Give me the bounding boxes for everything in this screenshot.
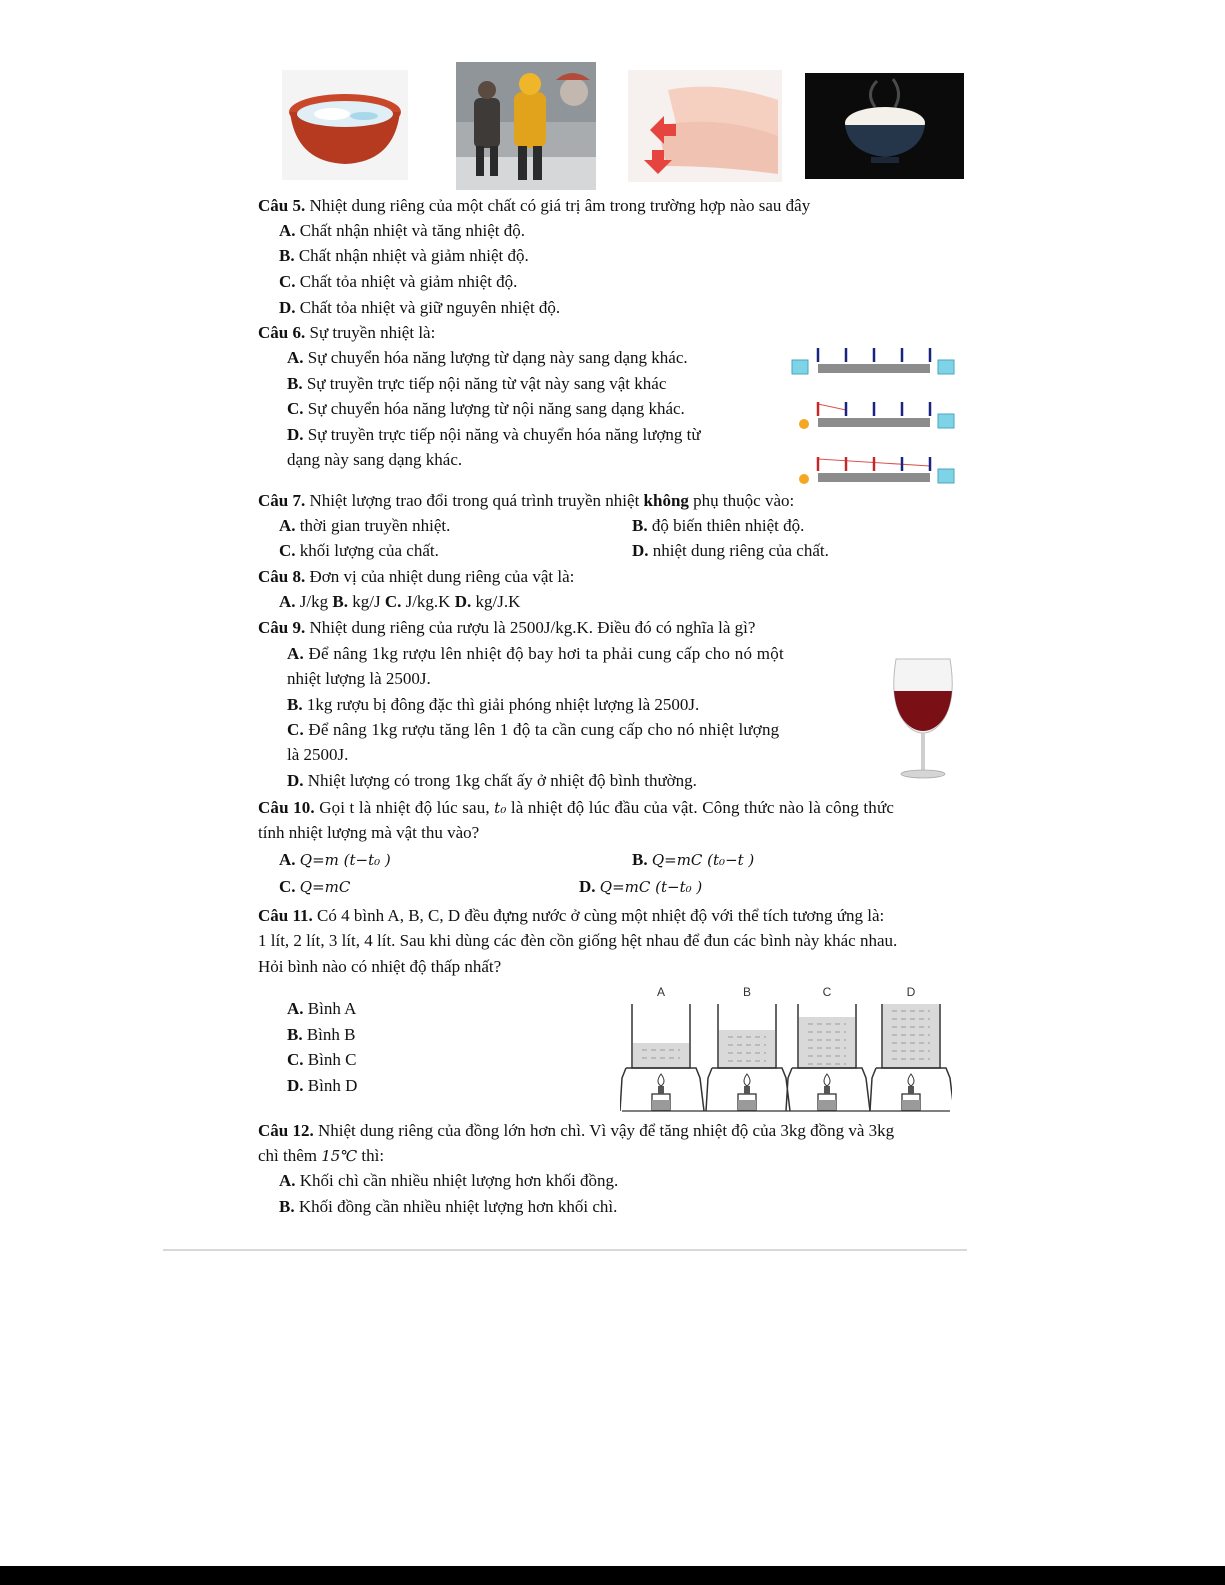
question-5-option-b: B. Chất nhận nhiệt và giảm nhiệt độ. [279, 246, 529, 265]
question-10-option-d: D. Q=mC (t−t₀ ) [579, 877, 703, 896]
page-bottom-edge [0, 1566, 1225, 1585]
question-8-stem: Câu 8. Đơn vị của nhiệt dung riêng của vật là: [258, 567, 575, 586]
question-5-stem: Câu 5. Nhiệt dung riêng của một chất có giá trị âm trong trường hợp nào sau đây [258, 196, 811, 215]
conduction-bar-3 [799, 457, 954, 484]
question-9-stem: Câu 9. Nhiệt dung riêng của rượu là 2500J/kg.K. Điều đó có nghĩa là gì? [258, 618, 756, 637]
question-6-label: Câu 6. [258, 323, 306, 342]
question-10-label: Câu 10. [258, 798, 315, 817]
beaker-label-d: D [906, 985, 916, 999]
question-11-option-a: A. Bình A [287, 999, 357, 1018]
beaker-water-a [633, 1043, 689, 1068]
question-6-option-b: B. Sự truyền trực tiếp nội năng từ vật này sang vật khác [287, 374, 667, 393]
question-5-option-a: A. Chất nhận nhiệt và tăng nhiệt độ. [279, 221, 525, 240]
question-10-option-c: C. Q=mC [279, 877, 351, 896]
question-10-option-a: A. Q=m (t−t₀ ) [279, 850, 391, 869]
question-6-stem: Câu 6. Sự truyền nhiệt là: [258, 323, 436, 342]
water-basin-image [282, 70, 408, 180]
question-9-option-b: B. 1kg rượu bị đông đặc thì giải phóng nhiệt lượng là 2500J. [287, 695, 700, 714]
beakers-illustration [620, 982, 952, 1114]
question-5-option-c: C. Chất tỏa nhiệt và giảm nhiệt độ. [279, 272, 518, 291]
beaker-label-b: B [742, 985, 752, 999]
question-7-option-d: D. nhiệt dung riêng của chất. [632, 541, 829, 560]
question-6-option-d: D. Sự truyền trực tiếp nội năng và chuyển hóa năng lượng từ [287, 425, 701, 444]
beaker-water-c [799, 1017, 855, 1068]
conduction-bar-1 [792, 348, 954, 374]
heat-conduction-illustration [788, 342, 960, 488]
rubbing-hands-image [628, 70, 782, 182]
question-9-option-a-continued: nhiệt lượng là 2500J. [287, 669, 431, 688]
question-6-option-d-continued: dạng này sang dạng khác. [287, 450, 463, 469]
question-12-label: Câu 12. [258, 1121, 314, 1140]
conduction-bar-2 [799, 402, 954, 429]
question-12-stem-continued: chì thêm 15℃ thì: [258, 1146, 385, 1165]
snowy-street-image [456, 62, 596, 190]
hot-rice-bowl-image [805, 73, 964, 179]
beaker-water-b [719, 1030, 775, 1068]
beaker-water-d [883, 1004, 939, 1068]
question-7-option-c: C. khối lượng của chất. [279, 541, 439, 560]
beaker-c [786, 985, 870, 1111]
question-12-option-a: A. Khối chì cần nhiều nhiệt lượng hơn khối đồng. [279, 1171, 619, 1190]
question-9-label: Câu 9. [258, 618, 306, 637]
question-11-option-c: C. Bình C [287, 1050, 357, 1069]
question-8-options: A. J/kg B. kg/J C. J/kg.K D. kg/J.K [279, 592, 521, 611]
question-10-stem: Câu 10. Gọi t là nhiệt độ lúc sau, t₀ là nhiệt độ lúc đầu của vật. Công thức nào là công thức [258, 798, 895, 817]
question-7-stem: Câu 7. Nhiệt lượng trao đổi trong quá trình truyền nhiệt không phụ thuộc vào: [258, 491, 795, 510]
question-6-option-c: C. Sự chuyển hóa năng lượng từ nội năng sang dạng khác. [287, 399, 685, 418]
temperature-value: 15℃ [321, 1147, 358, 1165]
question-11-option-d: D. Bình D [287, 1076, 358, 1095]
question-9-option-a: A. Để nâng 1kg rượu lên nhiệt độ bay hơi ta phải cung cấp cho nó một [287, 644, 784, 663]
question-11-stem-line-3: Hỏi bình nào có nhiệt độ thấp nhất? [258, 957, 502, 976]
question-7-label: Câu 7. [258, 491, 306, 510]
question-12-stem: Câu 12. Nhiệt dung riêng của đồng lớn hơn chì. Vì vậy để tăng nhiệt độ của 3kg đồng và 3kg [258, 1121, 895, 1140]
question-9-option-c: C. Để nâng 1kg rượu tăng lên 1 độ ta cần cung cấp cho nó nhiệt lượng [287, 720, 780, 739]
question-5-label: Câu 5. [258, 196, 306, 215]
question-11-option-b: B. Bình B [287, 1025, 356, 1044]
wine-glass-image [888, 655, 958, 780]
question-5-option-d: D. Chất tỏa nhiệt và giữ nguyên nhiệt độ. [279, 298, 561, 317]
question-10-stem-continued: tính nhiệt lượng mà vật thu vào? [258, 823, 480, 842]
t0-symbol: t₀ [494, 799, 507, 817]
beaker-d [870, 985, 952, 1111]
question-7-option-b: B. độ biến thiên nhiệt độ. [632, 516, 805, 535]
question-8-label: Câu 8. [258, 567, 306, 586]
beaker-a [620, 985, 704, 1111]
question-6-option-a: A. Sự chuyển hóa năng lượng từ dạng này sang dạng khác. [287, 348, 688, 367]
question-9-option-c-continued: là 2500J. [287, 745, 349, 764]
question-11-stem: Câu 11. Có 4 bình A, B, C, D đều đựng nước ở cùng một nhiệt độ với thể tích tương ứng là: [258, 906, 885, 925]
question-7-option-a: A. thời gian truyền nhiệt. [279, 516, 451, 535]
question-11-label: Câu 11. [258, 906, 313, 925]
beaker-b [706, 985, 790, 1111]
beaker-label-a: A [656, 985, 666, 999]
page-divider [163, 1249, 967, 1251]
question-12-option-b: B. Khối đồng cần nhiều nhiệt lượng hơn khối chì. [279, 1197, 618, 1216]
beaker-label-c: C [822, 985, 832, 999]
question-11-stem-line-2: 1 lít, 2 lít, 3 lít, 4 lít. Sau khi dùng các đèn cồn giống hệt nhau để đun các bình này khác nhau. [258, 931, 898, 950]
question-10-option-b: B. Q=mC (t₀−t ) [632, 850, 755, 869]
question-9-option-d: D. Nhiệt lượng có trong 1kg chất ấy ở nhiệt độ bình thường. [287, 771, 697, 790]
